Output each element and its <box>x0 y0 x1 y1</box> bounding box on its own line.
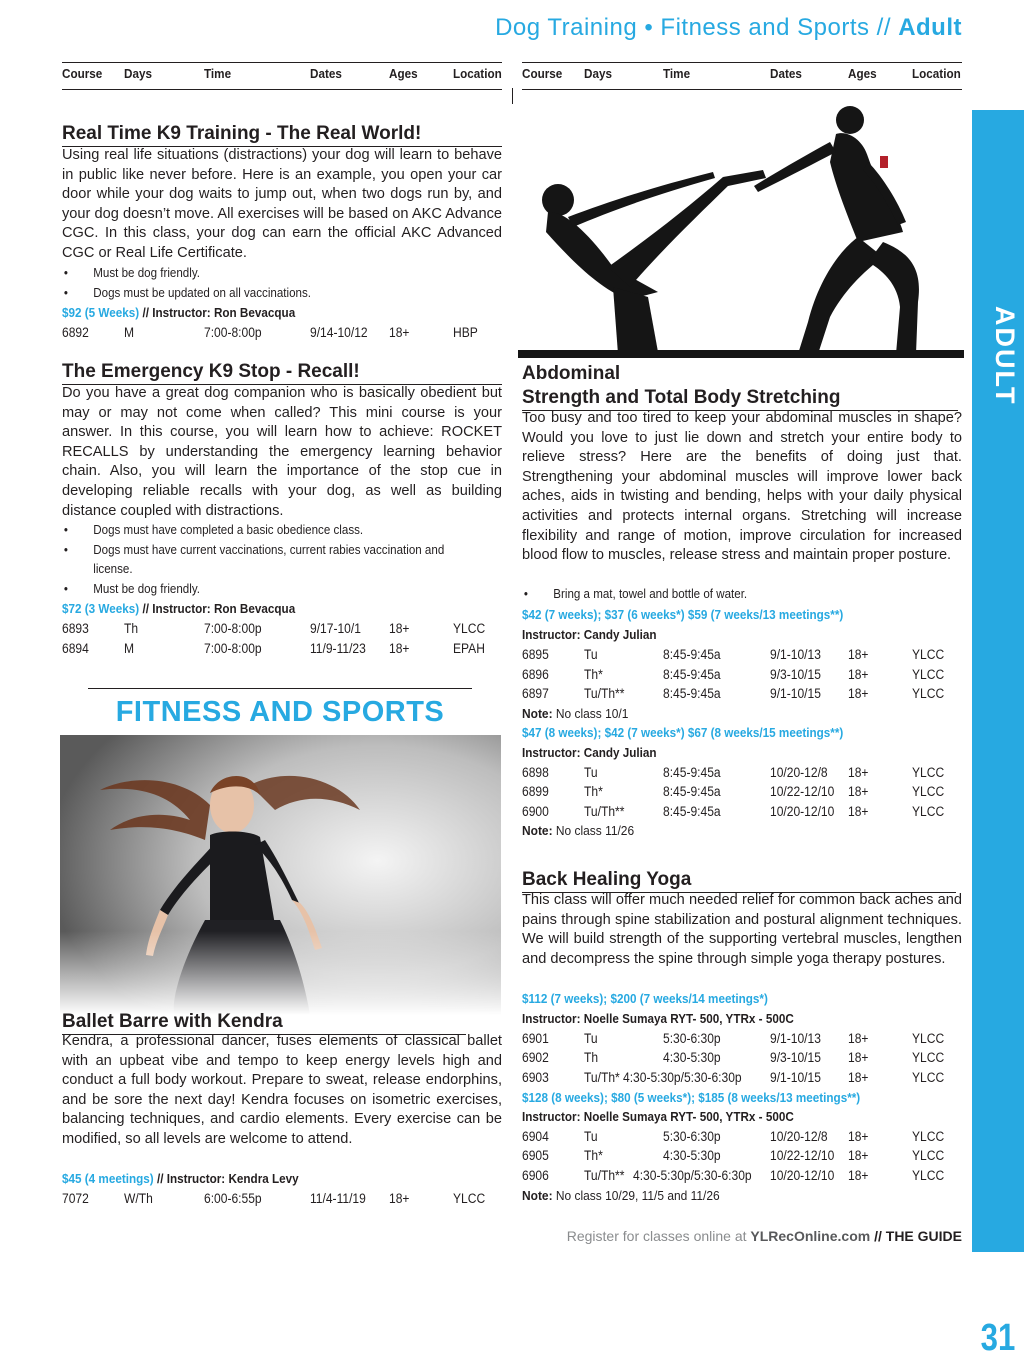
ages: 18+ <box>848 784 869 799</box>
days: Tu <box>584 765 598 780</box>
price-line <box>62 599 295 619</box>
location: YLCC <box>912 667 945 682</box>
days: Tu/Th* <box>584 1070 620 1085</box>
list-item: • Must be dog friendly. <box>62 580 467 600</box>
note-text: No class 11/26 <box>552 823 635 838</box>
time: 4:30-5:30p/5:30-6:30p <box>633 1168 752 1183</box>
footer-url-link[interactable]: YLRecOnline.com <box>750 1228 871 1244</box>
requirements-list <box>522 585 962 605</box>
course-number: 6894 <box>62 641 89 656</box>
ages: 18+ <box>389 621 410 636</box>
dates: 10/22-12/10 <box>770 1148 835 1163</box>
table-row <box>62 1189 502 1209</box>
list-item: • Must be dog friendly. <box>62 264 467 284</box>
instructor: Instructor: Candy Julian <box>522 745 657 760</box>
ages: 18+ <box>848 667 869 682</box>
location: YLCC <box>912 1168 945 1183</box>
location: YLCC <box>912 686 945 701</box>
section-heading: FITNESS AND SPORTS <box>88 688 472 736</box>
course-number: 6898 <box>522 765 549 780</box>
dates: 9/1-10/13 <box>770 1031 821 1046</box>
schedule-note <box>522 1186 720 1206</box>
time: 7:00-8:00p <box>204 641 262 656</box>
col-ages: Ages <box>848 66 877 81</box>
col-ages: Ages <box>389 66 418 81</box>
course-number: 6896 <box>522 667 549 682</box>
location: EPAH <box>453 641 485 656</box>
days: Th* <box>584 784 603 799</box>
table-row <box>62 639 502 659</box>
days: Tu/Th** <box>584 804 625 819</box>
time: 7:00-8:00p <box>204 325 262 340</box>
time: 8:45-9:45a <box>663 647 721 662</box>
dates: 9/14-10/12 <box>310 325 368 340</box>
course-number: 6904 <box>522 1129 549 1144</box>
list-item: • Dogs must be updated on all vaccinations. <box>62 284 467 304</box>
ages: 18+ <box>848 765 869 780</box>
list-item: • Dogs must have current vaccinations, current rabies vaccination and license. <box>62 541 467 580</box>
ages: 18+ <box>848 1050 869 1065</box>
course-description: This class will offer much needed relief for common back aches and pains through spine stabilization and postural alignment techniques. We will build strength of the supporting vertebral muscles, lengthen and decompress the spine through simple yoga therapy postures. <box>522 892 962 967</box>
days: Th <box>584 1050 599 1065</box>
course-description: Too busy and too tired to keep your abdominal muscles in shape? Would you love to just lie down and stretch your entire body to relieve stress? Here are the benefits of doing just that. Strengthening your abdominal muscles will improve lower back aches, aids in twisting and bending, helps with your daily physical activities and protects internal organs. Stretching will increase flexibility and range of motion, improve circulation for increased blood flow to muscles, release stress and maintain proper posture. <box>522 410 962 564</box>
fitness-couple-photo <box>518 92 964 358</box>
schedule-note <box>522 821 634 841</box>
col-location: Location <box>912 66 961 81</box>
time: 8:45-9:45a <box>663 784 721 799</box>
days: Tu <box>584 1031 598 1046</box>
header-audience: Adult <box>898 14 962 41</box>
side-tab-label: ADULT <box>990 306 1020 406</box>
course-title <box>522 362 958 411</box>
table-row <box>522 1166 962 1186</box>
table-row <box>522 1146 962 1166</box>
footer-guide-label: // THE GUIDE <box>870 1228 962 1244</box>
course-number: 6899 <box>522 784 549 799</box>
location: YLCC <box>912 1129 945 1144</box>
course-title: Real Time K9 Training - The Real World! <box>62 122 502 147</box>
price: $47 (8 weeks); $42 (7 weeks*) $67 (8 weeks/15 meetings**) <box>522 725 844 740</box>
column-divider <box>512 88 513 104</box>
price: $112 (7 weeks); $200 (7 weeks/14 meetings*) <box>522 991 768 1006</box>
location: YLCC <box>912 1031 945 1046</box>
header-category: Dog Training • Fitness and Sports // <box>495 14 899 41</box>
table-row <box>62 619 502 639</box>
page-footer <box>0 1228 962 1244</box>
course-number: 6897 <box>522 686 549 701</box>
location: YLCC <box>453 621 486 636</box>
ages: 18+ <box>848 1031 869 1046</box>
course-number: 7072 <box>62 1191 89 1206</box>
days: Th* <box>584 1148 603 1163</box>
col-course: Course <box>522 66 563 81</box>
location: YLCC <box>912 784 945 799</box>
instructor: Instructor: Candy Julian <box>522 627 657 642</box>
column-header-right <box>522 62 962 90</box>
dates: 9/17-10/1 <box>310 621 361 636</box>
time: 4:30-5:30p/5:30-6:30p <box>623 1070 742 1085</box>
table-row <box>522 665 962 685</box>
location: YLCC <box>912 1050 945 1065</box>
time: 5:30-6:30p <box>663 1031 721 1046</box>
col-time: Time <box>663 66 691 81</box>
ballet-dancer-photo <box>60 735 501 1015</box>
instructor: // Instructor: Ron Bevacqua <box>139 601 296 616</box>
course-number: 6893 <box>62 621 89 636</box>
days: Tu <box>584 647 598 662</box>
price: $72 (3 Weeks) <box>62 601 140 616</box>
ages: 18+ <box>389 325 410 340</box>
price-line <box>522 723 843 743</box>
instructor: // Instructor: Kendra Levy <box>153 1171 299 1186</box>
course-number: 6905 <box>522 1148 549 1163</box>
instructor: Instructor: Noelle Sumaya RYT- 500, YTRx - 500C <box>522 1011 794 1026</box>
ages: 18+ <box>848 1168 869 1183</box>
time: 4:30-5:30p <box>663 1050 721 1065</box>
time: 4:30-5:30p <box>663 1148 721 1163</box>
table-row <box>522 782 962 802</box>
col-days: Days <box>124 66 152 81</box>
table-row <box>522 645 962 665</box>
time: 7:00-8:00p <box>204 621 262 636</box>
col-time: Time <box>204 66 232 81</box>
ages: 18+ <box>848 686 869 701</box>
days: Tu/Th** <box>584 1168 625 1183</box>
course-title-line-2: Strength and Total Body Stretching <box>522 387 841 408</box>
note-text: No class 10/1 <box>552 706 629 721</box>
column-header-left <box>62 62 502 90</box>
dates: 11/9-11/23 <box>310 641 366 656</box>
location: YLCC <box>912 647 945 662</box>
ages: 18+ <box>848 1070 869 1085</box>
ages: 18+ <box>848 1129 869 1144</box>
course-number: 6906 <box>522 1168 549 1183</box>
price-line <box>522 605 843 625</box>
note-label: Note: <box>522 1188 553 1203</box>
course-number: 6892 <box>62 325 89 340</box>
price-line <box>522 1088 860 1108</box>
price-line <box>62 303 295 323</box>
location: YLCC <box>912 765 945 780</box>
ages: 18+ <box>389 1191 410 1206</box>
dates: 9/1-10/15 <box>770 686 821 701</box>
days: W/Th <box>124 1191 153 1206</box>
dates: 9/3-10/15 <box>770 667 821 682</box>
time: 6:00-6:55p <box>204 1191 262 1206</box>
price-line <box>522 989 768 1009</box>
page-number <box>972 1309 1024 1367</box>
list-item: • Dogs must have completed a basic obedience class. <box>62 521 467 541</box>
price: $42 (7 weeks); $37 (6 weeks*) $59 (7 weeks/13 meetings**) <box>522 607 844 622</box>
course-number: 6895 <box>522 647 549 662</box>
col-days: Days <box>584 66 612 81</box>
course-description: Do you have a great dog companion who is basically obedient but may or may not come when called? This mini course is your answer. In this course, you will learn how to achieve: ROCKET RECALLS by understanding the emergency learning behavior chain. Also, you will learn the importance of the stop cue in developing reliable recalls with your dog, as well as building distance coupled with distractions. <box>62 385 502 519</box>
requirements-list <box>62 521 502 599</box>
course-title: Ballet Barre with Kendra <box>62 1010 466 1035</box>
price: $92 (5 Weeks) <box>62 305 140 320</box>
course-number: 6902 <box>522 1050 549 1065</box>
note-label: Note: <box>522 823 553 838</box>
table-row <box>522 802 962 822</box>
course-number: 6901 <box>522 1031 549 1046</box>
section-side-tab <box>972 110 1024 1359</box>
dates: 10/20-12/8 <box>770 1129 828 1144</box>
course-description: Kendra, a professional dancer, fuses elements of classical ballet with an upbeat vibe and tempo to keep energy levels high and conduct a full body workout. Prepare to sweat, release endorphins, and be sore the next day! Kendra focuses on isometric exercises, balancing techniques, and cardio elements. Every exercise can be modified, so all levels are welcome to attend. <box>62 1033 502 1147</box>
ages: 18+ <box>848 804 869 819</box>
time: 8:45-9:45a <box>663 804 721 819</box>
dates: 10/20-12/10 <box>770 804 835 819</box>
dates: 9/1-10/13 <box>770 647 821 662</box>
section-header <box>0 14 962 42</box>
location: HBP <box>453 325 478 340</box>
page-number-text: 31 <box>980 1317 1016 1359</box>
dates: 9/1-10/15 <box>770 1070 821 1085</box>
col-course: Course <box>62 66 103 81</box>
days: Th <box>124 621 139 636</box>
requirements-list <box>62 264 502 303</box>
dates: 10/22-12/10 <box>770 784 835 799</box>
schedule-note <box>522 704 628 724</box>
note-label: Note: <box>522 706 553 721</box>
table-row <box>522 1127 962 1147</box>
footer-text: Register for classes online at <box>566 1228 751 1244</box>
course-number: 6900 <box>522 804 549 819</box>
course-title: The Emergency K9 Stop - Recall! <box>62 360 502 385</box>
time: 8:45-9:45a <box>663 667 721 682</box>
table-row <box>522 1029 962 1049</box>
days: Tu/Th** <box>584 686 625 701</box>
days: Tu <box>584 1129 598 1144</box>
location: YLCC <box>453 1191 486 1206</box>
course-title: Back Healing Yoga <box>522 868 956 893</box>
time: 8:45-9:45a <box>663 686 721 701</box>
time: 5:30-6:30p <box>663 1129 721 1144</box>
table-row <box>522 1068 962 1088</box>
ages: 18+ <box>848 1148 869 1163</box>
location: YLCC <box>912 1070 945 1085</box>
col-dates: Dates <box>310 66 342 81</box>
dates: 11/4-11/19 <box>310 1191 366 1206</box>
instructor: // Instructor: Ron Bevacqua <box>139 305 296 320</box>
dates: 10/20-12/8 <box>770 765 828 780</box>
days: M <box>124 325 135 340</box>
table-row <box>62 323 502 343</box>
course-description: Using real life situations (distractions) your dog will learn to behave in public like never before. Here is an example, you open your car door while your dog waits to jump out, when two dogs run by, and your dog doesn’t move. All exercises will be based on AKC Advance CGC. In this class, your dog can earn the official AKC Advanced CGC or Real Life Certificate. <box>62 147 502 261</box>
ages: 18+ <box>848 647 869 662</box>
price-line <box>62 1169 299 1189</box>
note-text: No class 10/29, 11/5 and 11/26 <box>552 1188 720 1203</box>
days: M <box>124 641 135 656</box>
col-location: Location <box>453 66 502 81</box>
table-row <box>522 1048 962 1068</box>
location: YLCC <box>912 1148 945 1163</box>
list-item: • Bring a mat, towel and bottle of water. <box>522 585 927 605</box>
ages: 18+ <box>389 641 410 656</box>
dates: 9/3-10/15 <box>770 1050 821 1065</box>
course-number: 6903 <box>522 1070 549 1085</box>
table-row <box>522 763 962 783</box>
dates: 10/20-12/10 <box>770 1168 835 1183</box>
col-dates: Dates <box>770 66 802 81</box>
price: $45 (4 meetings) <box>62 1171 154 1186</box>
time: 8:45-9:45a <box>663 765 721 780</box>
course-title-line-1: Abdominal <box>522 363 621 384</box>
table-row <box>522 684 962 704</box>
instructor: Instructor: Noelle Sumaya RYT- 500, YTRx - 500C <box>522 1109 794 1124</box>
price: $128 (8 weeks); $80 (5 weeks*); $185 (8 weeks/13 meetings**) <box>522 1090 861 1105</box>
location: YLCC <box>912 804 945 819</box>
days: Th* <box>584 667 603 682</box>
